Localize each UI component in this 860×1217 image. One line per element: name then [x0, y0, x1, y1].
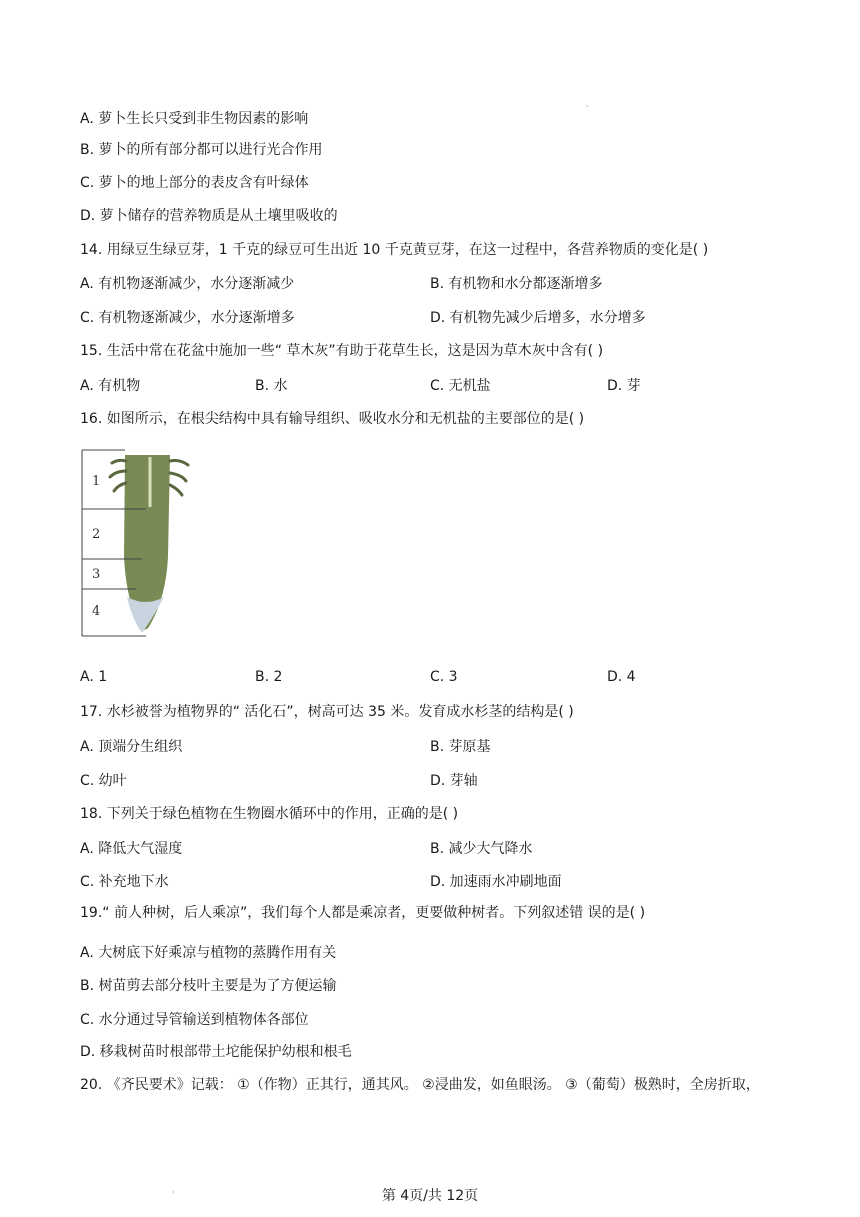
q17-option-b: B. 芽原基	[430, 739, 491, 755]
q14-option-a: A. 有机物逐渐减少，水分逐渐减少	[80, 276, 295, 292]
figure-label-1: 1	[92, 474, 101, 489]
root-tip-figure	[80, 447, 200, 639]
figure-label-2: 2	[92, 527, 101, 542]
q19-option-c: C. 水分通过导管输送到植物体各部位	[80, 1012, 309, 1028]
q19-option-b: B. 树苗剪去部分枝叶主要是为了方便运输	[80, 978, 337, 994]
q13-option-a: A. 萝卜生长只受到非生物因素的影响	[80, 111, 309, 127]
q17-option-a: A. 顶端分生组织	[80, 739, 183, 755]
q13-option-d: D. 萝卜储存的营养物质是从土壤里吸收的	[80, 208, 338, 224]
q15-option-a: A. 有机物	[80, 378, 141, 394]
q18-option-a: A. 降低大气湿度	[80, 841, 183, 857]
figure-label-4: 4	[92, 604, 101, 619]
q15-stem: 15. 生活中常在花盆中施加一些“ 草木灰”有助于花草生长，这是因为草木灰中含有( )	[80, 343, 604, 359]
q18-option-b: B. 减少大气降水	[430, 841, 533, 857]
q17-stem: 17. 水杉被誉为植物界的“ 活化石”，树高可达 35 米。发育成水杉茎的结构是( )	[80, 704, 574, 720]
q13-option-c: C. 萝卜的地上部分的表皮含有叶绿体	[80, 175, 309, 191]
q19-stem: 19.“ 前人种树，后人乘凉”，我们每个人都是乘凉者，更要做种树者。下列叙述错 误的是( )	[80, 905, 646, 921]
q19-option-a: A. 大树底下好乘凉与植物的蒸腾作用有关	[80, 945, 337, 961]
q19-option-d: D. 移栽树苗时根部带土坨能保护幼根和根毛	[80, 1044, 352, 1060]
q13-option-b: B. 萝卜的所有部分都可以进行光合作用	[80, 142, 323, 158]
q16-option-b: B. 2	[255, 669, 283, 685]
q18-stem: 18. 下列关于绿色植物在生物圈水循环中的作用，正确的是( )	[80, 806, 459, 822]
q16-stem: 16. 如图所示，在根尖结构中具有输导组织、吸收水分和无机盐的主要部位的是( )	[80, 411, 585, 427]
q14-stem: 14. 用绿豆生绿豆芽，1 千克的绿豆可生出近 10 千克黄豆芽，在这一过程中，各营养物质的变化是( )	[80, 242, 709, 258]
q15-option-b: B. 水	[255, 378, 288, 394]
q18-option-d: D. 加速雨水冲刷地面	[430, 874, 562, 890]
q16-option-d: D. 4	[607, 669, 636, 685]
figure-label-3: 3	[92, 567, 101, 582]
root-tip-diagram	[80, 447, 200, 639]
root-cap	[127, 597, 164, 633]
q14-option-c: C. 有机物逐渐减少，水分逐渐增多	[80, 310, 295, 326]
q16-option-a: A. 1	[80, 669, 108, 685]
q14-option-b: B. 有机物和水分都逐渐增多	[430, 276, 603, 292]
q17-option-d: D. 芽轴	[430, 773, 478, 789]
stray-dot: ·	[172, 1188, 175, 1197]
q15-option-d: D. 芽	[607, 378, 641, 394]
q16-option-c: C. 3	[430, 669, 458, 685]
q14-option-d: D. 有机物先减少后增多，水分增多	[430, 310, 646, 326]
q18-option-c: C. 补充地下水	[80, 874, 169, 890]
q20-stem: 20. 《齐民要术》记载： ①（作物）正其行，通其风。 ②浸曲发，如鱼眼汤。 ③（葡萄）极熟时，全房折取，	[80, 1077, 760, 1093]
q17-option-c: C. 幼叶	[80, 773, 127, 789]
stray-dot: ·	[586, 102, 589, 111]
page-footer: 第 4页/共 12页	[381, 1188, 479, 1204]
q15-option-c: C. 无机盐	[430, 378, 491, 394]
